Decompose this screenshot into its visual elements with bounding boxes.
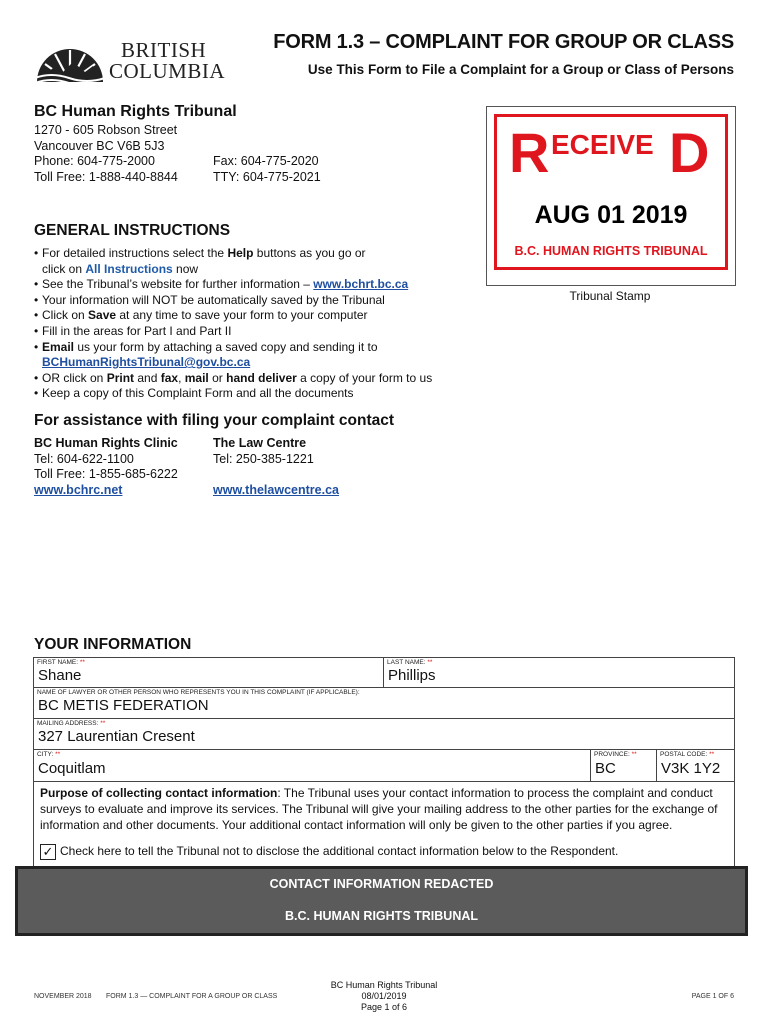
tribunal-fax: Fax: 604-775-2020 <box>213 154 319 168</box>
tribunal-tollfree: Toll Free: 1-888-440-8844 <box>34 169 178 184</box>
purpose-heading: Purpose of collecting contact information <box>40 786 278 800</box>
instruction-save: • Click on Save at any time to save your form to your computer <box>34 308 454 324</box>
first-name-value: Shane <box>38 667 82 684</box>
instruction-keep-copy: • Keep a copy of this Complaint Form and all the documents <box>34 386 454 402</box>
tribunal-fax-tty <box>213 154 321 185</box>
instruction-fill: • Fill in the areas for Part I and Part II <box>34 324 454 340</box>
footer-form-name: FORM 1.3 — COMPLAINT FOR A GROUP OR CLASS <box>106 993 278 1000</box>
footer-page: PAGE 1 OF 6 <box>691 993 734 1000</box>
mailing-address-label: MAILING ADDRESS: <box>37 720 99 727</box>
tribunal-name: BC Human Rights Tribunal <box>34 103 237 120</box>
law-centre-tel: Tel: 250-385-1221 <box>213 451 314 466</box>
last-name-label: LAST NAME: <box>387 659 426 666</box>
instruction-all: click on All Instructions now <box>42 261 199 276</box>
province-value: BC <box>595 760 616 777</box>
city-field[interactable]: CITY: ** Coquitlam <box>33 749 591 782</box>
bc-logo <box>33 30 226 90</box>
last-name-field[interactable]: LAST NAME: ** Phillips <box>383 657 735 688</box>
tribunal-tty: TTY: 604-775-2021 <box>213 169 321 184</box>
all-instructions-link[interactable]: All Instructions <box>85 261 173 276</box>
stamp-org: B.C. HUMAN RIGHTS TRIBUNAL <box>514 244 708 258</box>
province-field[interactable]: PROVINCE: ** BC <box>590 749 657 782</box>
stamp-received-d: D <box>669 121 710 184</box>
general-instructions-heading: GENERAL INSTRUCTIONS <box>34 222 231 239</box>
your-information-heading: YOUR INFORMATION <box>34 636 192 653</box>
first-name-field[interactable]: FIRST NAME: ** Shane <box>33 657 384 688</box>
sun-mountain-icon <box>33 32 107 88</box>
save-keyword: Save <box>88 308 117 323</box>
clinic-website-link[interactable]: www.bchrc.net <box>34 482 123 497</box>
law-centre-contact <box>213 436 339 498</box>
last-name-value: Phillips <box>388 667 436 684</box>
footer-tribunal: BC Human Rights Tribunal <box>330 980 438 990</box>
tribunal-phone: Phone: 604-775-2000 <box>34 154 155 168</box>
postal-code-label: POSTAL CODE: <box>660 751 708 758</box>
redaction-line-1: CONTACT INFORMATION REDACTED <box>269 877 494 891</box>
nondisclose-checkbox[interactable] <box>40 844 56 860</box>
postal-code-value: V3K 1Y2 <box>661 760 721 777</box>
footer-page-count: Page 1 of 6 <box>360 1002 408 1012</box>
instruction-print: • OR click on Print and fax, mail or hand deliver a copy of your form to us <box>34 371 454 387</box>
first-name-label: FIRST NAME: <box>37 659 79 666</box>
footer-center <box>284 980 484 1013</box>
stamp-received-mid: ECEIVE <box>551 129 654 160</box>
tribunal-email-link[interactable]: BCHumanRightsTribunal@gov.bc.ca <box>42 355 251 370</box>
mailing-address-value: 327 Laurentian Cresent <box>38 728 195 745</box>
form-title: FORM 1.3 – COMPLAINT FOR GROUP OR CLASS <box>273 31 734 53</box>
province-label: PROVINCE: <box>594 751 630 758</box>
clinic-tel: Tel: 604-622-1100 <box>34 451 134 466</box>
clinic-name: BC Human Rights Clinic <box>34 436 178 450</box>
redaction-line-2: B.C. HUMAN RIGHTS TRIBUNAL <box>284 909 479 923</box>
assistance-heading: For assistance with filing your complaint contact <box>34 412 395 429</box>
mailing-address-field[interactable]: MAILING ADDRESS: ** 327 Laurentian Cresent <box>33 718 735 750</box>
clinic-contact <box>34 436 178 498</box>
email-keyword: Email <box>42 339 75 354</box>
purpose-section <box>33 781 735 869</box>
footer-date: NOVEMBER 2018 <box>34 993 92 1000</box>
law-centre-website-link[interactable]: www.thelawcentre.ca <box>213 482 339 497</box>
stamp-received-r: R <box>509 121 550 184</box>
purpose-text: Purpose of collecting contact information: The Tribunal uses your contact information to process the complaint and conduct surveys to evaluate and improve its services. The Tribunal will give your mailing address to the other parties for the exchange of information and other documents. Your additional contact information will only be given to the other parties if you agree. <box>40 786 718 832</box>
help-keyword: Help <box>227 246 254 260</box>
redaction-box <box>15 866 748 936</box>
instructions-list <box>34 246 454 402</box>
received-stamp <box>494 114 728 270</box>
representative-field[interactable] <box>33 687 735 719</box>
city-label: CITY: <box>37 751 54 758</box>
city-value: Coquitlam <box>38 760 106 777</box>
form-subtitle: Use This Form to File a Complaint for a Group or Class of Persons <box>307 62 734 77</box>
instruction-email: • Email us your form by attaching a saved copy and sending it to <box>34 340 454 356</box>
representative-value: BC METIS FEDERATION <box>38 697 209 714</box>
logo-line-2: COLUMBIA <box>109 59 226 83</box>
law-centre-name: The Law Centre <box>213 436 307 450</box>
footer-received-date: 08/01/2019 <box>361 991 407 1001</box>
instruction-website: • See the Tribunal’s website for further information – www.bchrt.bc.ca <box>34 277 454 293</box>
tribunal-street: 1270 - 605 Robson Street <box>34 123 178 137</box>
bchrt-website-link[interactable]: www.bchrt.bc.ca <box>313 277 409 292</box>
checkmark-icon: ✓ <box>42 844 54 859</box>
logo-line-1: BRITISH <box>121 38 207 62</box>
postal-code-field[interactable]: POSTAL CODE: ** V3K 1Y2 <box>656 749 735 782</box>
stamp-caption: Tribunal Stamp <box>569 289 651 303</box>
nondisclose-label: Check here to tell the Tribunal not to disclose the additional contact information below to the Respondent. <box>60 844 619 858</box>
instruction-email-address <box>34 355 454 371</box>
representative-label: NAME OF LAWYER OR OTHER PERSON WHO REPRESENTS YOU IN THIS COMPLAINT (IF APPLICABLE): <box>37 689 360 696</box>
instruction-help: • For detailed instructions select the Help buttons as you go or <box>34 246 454 262</box>
stamp-date: AUG 01 2019 <box>534 201 688 229</box>
clinic-tollfree: Toll Free: 1-855-685-6222 <box>34 467 178 481</box>
instruction-not-saved: • Your information will NOT be automatically saved by the Tribunal <box>34 293 454 309</box>
tribunal-city: Vancouver BC V6B 5J3 <box>34 138 165 153</box>
tribunal-stamp-area <box>486 106 736 286</box>
